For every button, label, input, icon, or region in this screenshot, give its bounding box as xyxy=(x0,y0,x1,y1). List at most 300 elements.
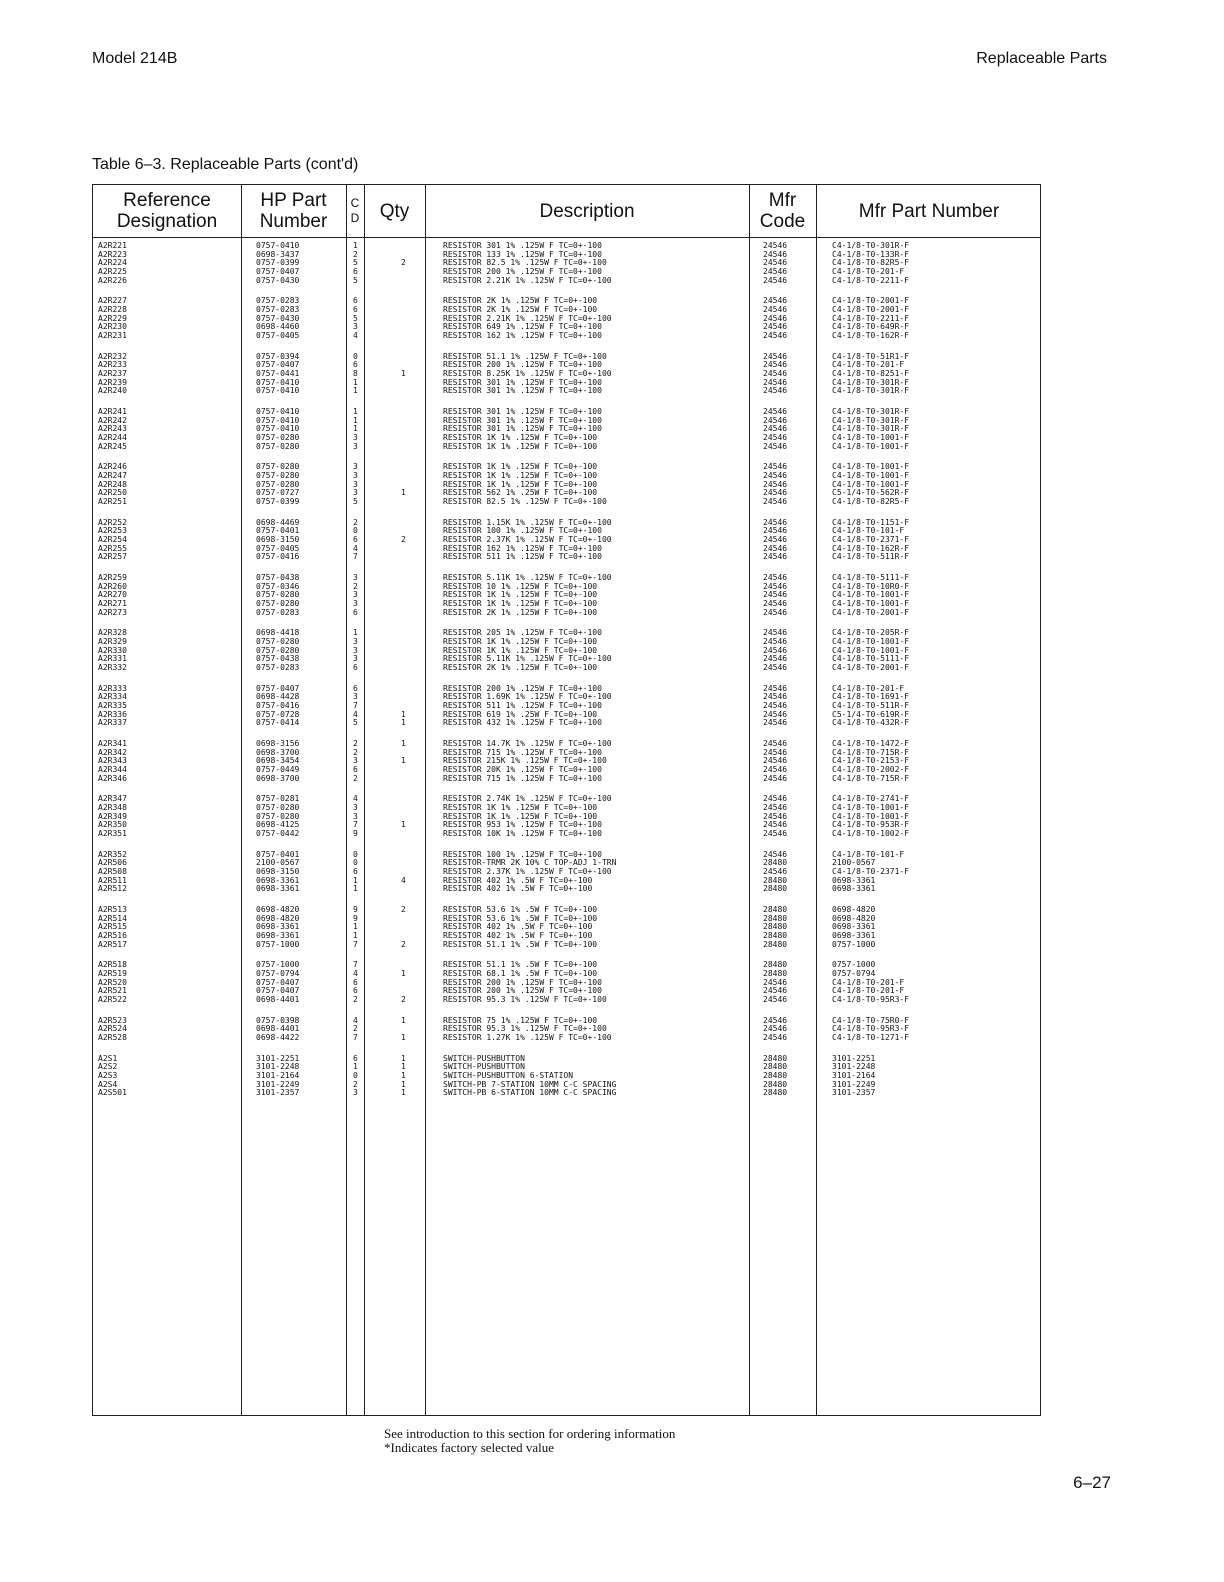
mfr-part-number-cell: 3101-2357 xyxy=(832,1088,876,1098)
hp-part-number-cell: 0757-0438 xyxy=(256,654,300,664)
mfr-part-number-cell: C4-1/8-T0-162R-F xyxy=(832,543,910,553)
mfr-code-cell: 24546 xyxy=(763,747,788,757)
hp-part-number-cell: 0757-0430 xyxy=(256,275,300,285)
check-digit-cell: 1 xyxy=(353,922,358,932)
col-header-mfr-part: Mfr Part Number xyxy=(858,200,1000,222)
mfr-part-number-cell: C4-1/8-T0-1001-F xyxy=(832,636,910,646)
description-cell: RESISTOR 301 1% .125W F TC=0+-100 xyxy=(443,406,602,416)
description-cell: SWITCH-PB 7-STATION 10MM C-C SPACING xyxy=(443,1079,617,1089)
mfr-code-cell: 24546 xyxy=(763,701,788,710)
description-cell: RESISTOR 75 1% .125W F TC=0+-100 xyxy=(443,1015,598,1025)
mfr-part-number-cell: 0698-3361 xyxy=(832,875,876,885)
description-cell: RESISTOR-TRMR 2K 10% C TOP-ADJ 1-TRN xyxy=(443,858,617,868)
reference-designation-cell: A2R260 xyxy=(98,581,127,591)
mfr-code-cell: 24546 xyxy=(763,517,788,527)
mfr-part-number-cell: C4-1/8-T0-1001-F xyxy=(832,802,910,812)
reference-designation-cell: A2R347 xyxy=(98,794,127,804)
mfr-part-number-cell: C4-1/8-T0-2211-F xyxy=(832,313,910,323)
description-cell: RESISTOR 1K 1% .125W F TC=0+-100 xyxy=(443,645,598,655)
check-digit-cell: 1 xyxy=(353,628,358,638)
mfr-code-cell: 24546 xyxy=(763,258,788,268)
hp-part-number-cell: 0757-0410 xyxy=(256,415,300,425)
description-cell: RESISTOR 95.3 1% .125W F TC=0+-100 xyxy=(443,995,607,1005)
hp-part-number-cell: 0757-0405 xyxy=(256,331,300,341)
reference-designation-cell: A2R248 xyxy=(98,479,127,489)
row-group xyxy=(93,574,1040,617)
row-group xyxy=(93,740,1040,783)
hp-part-number-cell: 0757-0407 xyxy=(256,267,300,277)
description-cell: RESISTOR 200 1% .125W F TC=0+-100 xyxy=(443,360,602,370)
description-cell: RESISTOR 2K 1% .125W F TC=0+-100 xyxy=(443,296,598,306)
row-group xyxy=(93,629,1040,672)
mfr-code-cell: 24546 xyxy=(763,636,788,646)
quantity-cell: 1 xyxy=(401,1053,406,1063)
mfr-code-cell: 24546 xyxy=(763,543,788,553)
check-digit-cell: 3 xyxy=(353,590,358,600)
row-group xyxy=(93,519,1040,562)
check-digit-cell: 8 xyxy=(353,369,358,379)
col-header-description: Description xyxy=(539,200,635,222)
hp-part-number-cell: 0757-0280 xyxy=(256,645,300,655)
mfr-part-number-cell: 3101-2248 xyxy=(832,1062,876,1072)
reference-designation-cell: A2R330 xyxy=(98,645,127,655)
mfr-code-cell: 24546 xyxy=(763,756,788,766)
check-digit-cell: 2 xyxy=(353,738,358,748)
mfr-part-number-cell: 0757-0794 xyxy=(832,968,876,978)
reference-designation-cell: A2R506 xyxy=(98,858,127,868)
quantity-cell: 1 xyxy=(401,1088,406,1098)
description-cell: RESISTOR 2.74K 1% .125W F TC=0+-100 xyxy=(443,794,612,804)
quantity-cell: 1 xyxy=(401,1079,406,1089)
check-digit-cell: 9 xyxy=(353,913,358,923)
check-digit-cell: 1 xyxy=(353,1062,358,1072)
description-cell: RESISTOR 1.69K 1% .125W F TC=0+-100 xyxy=(443,692,612,702)
check-digit-cell: 6 xyxy=(353,683,358,693)
description-cell: SWITCH-PUSHBUTTON 6-STATION xyxy=(443,1070,574,1080)
check-digit-cell: 5 xyxy=(353,258,358,268)
description-cell: RESISTOR 301 1% .125W F TC=0+-100 xyxy=(443,415,602,425)
mfr-code-cell: 24546 xyxy=(763,471,788,480)
mfr-part-number-cell: C4-1/8-T0-2371-F xyxy=(832,866,910,876)
mfr-part-number-cell: C4-1/8-T0-201-F xyxy=(832,683,905,693)
quantity-cell: 2 xyxy=(401,904,406,914)
row-group xyxy=(93,1017,1040,1043)
check-digit-cell: 1 xyxy=(353,931,358,940)
mfr-part-number-cell: C4-1/8-T0-201-F xyxy=(832,977,905,987)
hp-part-number-cell: 0698-4401 xyxy=(256,995,300,1005)
description-cell: RESISTOR 301 1% .125W F TC=0+-100 xyxy=(443,241,602,250)
table-row xyxy=(93,996,1040,1005)
description-cell: RESISTOR 10K 1% .125W F TC=0+-100 xyxy=(443,829,602,839)
quantity-cell: 1 xyxy=(401,488,406,498)
check-digit-cell: 9 xyxy=(353,829,358,839)
hp-part-number-cell: 0757-0283 xyxy=(256,663,300,673)
check-digit-cell: 7 xyxy=(353,820,358,830)
description-cell: RESISTOR 649 1% .125W F TC=0+-100 xyxy=(443,322,602,332)
mfr-part-number-cell: C4-1/8-T0-1472-F xyxy=(832,738,910,748)
hp-part-number-cell: 0757-0407 xyxy=(256,977,300,987)
mfr-code-cell: 24546 xyxy=(763,986,788,996)
mfr-code-cell: 28480 xyxy=(763,1079,788,1089)
description-cell: RESISTOR 53.6 1% .5W F TC=0+-100 xyxy=(443,913,598,923)
mfr-code-cell: 28480 xyxy=(763,884,788,894)
mfr-part-number-cell: C5-1/4-T0-562R-F xyxy=(832,488,910,498)
mfr-code-cell: 24546 xyxy=(763,1024,788,1034)
check-digit-cell: 6 xyxy=(353,360,358,370)
check-digit-cell: 5 xyxy=(353,275,358,285)
hp-part-number-cell: 0698-3700 xyxy=(256,747,300,757)
description-cell: RESISTOR 1K 1% .125W F TC=0+-100 xyxy=(443,479,598,489)
check-digit-cell: 2 xyxy=(353,747,358,757)
table-row xyxy=(93,387,1040,396)
check-digit-cell: 3 xyxy=(353,572,358,582)
table-row xyxy=(93,941,1040,950)
check-digit-cell: 0 xyxy=(353,858,358,868)
check-digit-cell: 2 xyxy=(353,517,358,527)
check-digit-cell: 4 xyxy=(353,709,358,719)
check-digit-cell: 3 xyxy=(353,654,358,664)
reference-designation-cell: A2R524 xyxy=(98,1024,127,1034)
mfr-code-cell: 24546 xyxy=(763,1032,788,1042)
reference-designation-cell: A2R331 xyxy=(98,654,127,664)
reference-designation-cell: A2R252 xyxy=(98,517,127,527)
hp-part-number-cell: 0698-3361 xyxy=(256,922,300,932)
mfr-part-number-cell: C4-1/8-T0-2741-F xyxy=(832,794,910,804)
hp-part-number-cell: 0757-0280 xyxy=(256,590,300,600)
hp-part-number-cell: 3101-2357 xyxy=(256,1088,300,1098)
mfr-code-cell: 24546 xyxy=(763,415,788,425)
mfr-code-cell: 24546 xyxy=(763,305,788,315)
page-number: 6–27 xyxy=(1073,1473,1111,1492)
footnote xyxy=(384,1427,675,1455)
mfr-part-number-cell: C4-1/8-T0-82R5-F xyxy=(832,258,910,268)
mfr-code-cell: 24546 xyxy=(763,773,788,783)
description-cell: RESISTOR 14.7K 1% .125W F TC=0+-100 xyxy=(443,738,612,748)
mfr-code-cell: 24546 xyxy=(763,377,788,387)
hp-part-number-cell: 0698-4820 xyxy=(256,904,300,914)
check-digit-cell: 6 xyxy=(353,663,358,673)
mfr-code-cell: 28480 xyxy=(763,858,788,868)
check-digit-cell: 6 xyxy=(353,986,358,996)
check-digit-cell: 5 xyxy=(353,718,358,728)
description-cell: RESISTOR 1K 1% .125W F TC=0+-100 xyxy=(443,599,598,609)
reference-designation-cell: A2R243 xyxy=(98,424,127,434)
hp-part-number-cell: 0757-0394 xyxy=(256,351,300,361)
check-digit-cell: 2 xyxy=(353,1079,358,1089)
mfr-code-cell: 24546 xyxy=(763,369,788,379)
reference-designation-cell: A2R224 xyxy=(98,258,127,268)
hp-part-number-cell: 3101-2248 xyxy=(256,1062,300,1072)
mfr-code-cell: 24546 xyxy=(763,977,788,987)
check-digit-cell: 5 xyxy=(353,497,358,507)
reference-designation-cell: A2R251 xyxy=(98,497,127,507)
mfr-code-cell: 28480 xyxy=(763,960,788,970)
mfr-part-number-cell: C4-1/8-T0-1151-F xyxy=(832,517,910,527)
reference-designation-cell: A2S501 xyxy=(98,1088,127,1098)
reference-designation-cell: A2R346 xyxy=(98,773,127,783)
reference-designation-cell: A2R244 xyxy=(98,433,127,443)
row-group xyxy=(93,297,1040,340)
reference-designation-cell: A2R259 xyxy=(98,572,127,582)
reference-designation-cell: A2R253 xyxy=(98,526,127,536)
description-cell: RESISTOR 953 1% .125W F TC=0+-100 xyxy=(443,820,602,830)
mfr-part-number-cell: C5-1/4-T0-619R-F xyxy=(832,709,910,719)
parts-table xyxy=(92,184,1041,1416)
table-row xyxy=(93,498,1040,507)
mfr-code-cell: 24546 xyxy=(763,765,788,775)
check-digit-cell: 4 xyxy=(353,794,358,804)
hp-part-number-cell: 0698-4428 xyxy=(256,692,300,702)
description-cell: RESISTOR 1K 1% .125W F TC=0+-100 xyxy=(443,433,598,443)
mfr-part-number-cell: C4-1/8-T0-101-F xyxy=(832,849,905,859)
check-digit-cell: 3 xyxy=(353,441,358,451)
description-cell: RESISTOR 2.37K 1% .125W F TC=0+-100 xyxy=(443,535,612,545)
description-cell: RESISTOR 511 1% .125W F TC=0+-100 xyxy=(443,552,602,562)
quantity-cell: 2 xyxy=(401,258,406,268)
description-cell: RESISTOR 205 1% .125W F TC=0+-100 xyxy=(443,628,602,638)
description-cell: RESISTOR 82.5 1% .125W F TC=0+-100 xyxy=(443,258,607,268)
hp-part-number-cell: 0757-0280 xyxy=(256,471,300,480)
check-digit-cell: 6 xyxy=(353,1053,358,1063)
description-cell: RESISTOR 51.1 1% .5W F TC=0+-100 xyxy=(443,939,598,949)
reference-designation-cell: A2R334 xyxy=(98,692,127,702)
hp-part-number-cell: 0698-4422 xyxy=(256,1032,300,1042)
row-group xyxy=(93,242,1040,285)
description-cell: RESISTOR 200 1% .125W F TC=0+-100 xyxy=(443,267,602,277)
mfr-code-cell: 24546 xyxy=(763,479,788,489)
row-group xyxy=(93,353,1040,396)
section-header: Replaceable Parts xyxy=(976,50,1107,67)
description-cell: RESISTOR 68.1 1% .5W F TC=0+-100 xyxy=(443,968,598,978)
hp-part-number-cell: 0698-3150 xyxy=(256,866,300,876)
check-digit-cell: 4 xyxy=(353,543,358,553)
reference-designation-cell: A2R232 xyxy=(98,351,127,361)
model-header: Model 214B xyxy=(92,50,178,67)
reference-designation-cell: A2R257 xyxy=(98,552,127,562)
description-cell: RESISTOR 162 1% .125W F TC=0+-100 xyxy=(443,331,602,341)
description-cell: RESISTOR 162 1% .125W F TC=0+-100 xyxy=(443,543,602,553)
check-digit-cell: 2 xyxy=(353,581,358,591)
mfr-code-cell: 28480 xyxy=(763,875,788,885)
hp-part-number-cell: 0757-0283 xyxy=(256,296,300,306)
mfr-code-cell: 24546 xyxy=(763,709,788,719)
mfr-part-number-cell: C4-1/8-T0-1001-F xyxy=(832,433,910,443)
mfr-code-cell: 24546 xyxy=(763,275,788,285)
check-digit-cell: 3 xyxy=(353,811,358,821)
quantity-cell: 1 xyxy=(401,756,406,766)
hp-part-number-cell: 0757-0414 xyxy=(256,718,300,728)
col-header-reference: Reference Designation xyxy=(116,190,218,232)
mfr-part-number-cell: C4-1/8-T0-301R-F xyxy=(832,377,910,387)
quantity-cell: 1 xyxy=(401,1070,406,1080)
reference-designation-cell: A2R348 xyxy=(98,802,127,812)
check-digit-cell: 2 xyxy=(353,773,358,783)
mfr-code-cell: 24546 xyxy=(763,433,788,443)
reference-designation-cell: A2R520 xyxy=(98,977,127,987)
mfr-code-cell: 24546 xyxy=(763,526,788,536)
row-group xyxy=(93,685,1040,728)
hp-part-number-cell: 0698-3361 xyxy=(256,931,300,940)
reference-designation-cell: A2R250 xyxy=(98,488,127,498)
check-digit-cell: 3 xyxy=(353,1088,358,1098)
mfr-code-cell: 24546 xyxy=(763,599,788,609)
check-digit-cell: 0 xyxy=(353,526,358,536)
reference-designation-cell: A2R246 xyxy=(98,462,127,472)
reference-designation-cell: A2R508 xyxy=(98,866,127,876)
mfr-code-cell: 28480 xyxy=(763,1070,788,1080)
hp-part-number-cell: 0698-4460 xyxy=(256,322,300,332)
check-digit-cell: 1 xyxy=(353,884,358,894)
reference-designation-cell: A2R528 xyxy=(98,1032,127,1042)
mfr-code-cell: 24546 xyxy=(763,535,788,545)
quantity-cell: 1 xyxy=(401,1032,406,1042)
mfr-code-cell: 24546 xyxy=(763,628,788,638)
col-header-mfr-code: Mfr Code xyxy=(759,190,806,232)
check-digit-cell: 6 xyxy=(353,607,358,617)
table-row xyxy=(93,1089,1040,1098)
reference-designation-cell: A2R231 xyxy=(98,331,127,341)
mfr-code-cell: 24546 xyxy=(763,718,788,728)
reference-designation-cell: A2R223 xyxy=(98,249,127,259)
mfr-part-number-cell: 0698-3361 xyxy=(832,884,876,894)
mfr-code-cell: 24546 xyxy=(763,249,788,259)
reference-designation-cell: A2R344 xyxy=(98,765,127,775)
hp-part-number-cell: 0757-0280 xyxy=(256,811,300,821)
table-row xyxy=(93,332,1040,341)
footnote-factory-selected: *Indicates factory selected value xyxy=(384,1440,554,1455)
row-group xyxy=(93,906,1040,949)
mfr-code-cell: 24546 xyxy=(763,590,788,600)
mfr-code-cell: 28480 xyxy=(763,1088,788,1098)
hp-part-number-cell: 0757-0346 xyxy=(256,581,300,591)
reference-designation-cell: A2R332 xyxy=(98,663,127,673)
check-digit-cell: 2 xyxy=(353,995,358,1005)
description-cell: RESISTOR 10 1% .125W F TC=0+-100 xyxy=(443,581,598,591)
description-cell: RESISTOR 301 1% .125W F TC=0+-100 xyxy=(443,424,602,434)
quantity-cell: 4 xyxy=(401,875,406,885)
mfr-code-cell: 24546 xyxy=(763,441,788,451)
table-body xyxy=(93,242,1040,1110)
mfr-part-number-cell: C4-1/8-T0-205R-F xyxy=(832,628,910,638)
check-digit-cell: 2 xyxy=(353,249,358,259)
mfr-part-number-cell: C4-1/8-T0-1001-F xyxy=(832,471,910,480)
mfr-part-number-cell: C4-1/8-T0-8251-F xyxy=(832,369,910,379)
mfr-part-number-cell: C4-1/8-T0-649R-F xyxy=(832,322,910,332)
quantity-cell: 1 xyxy=(401,820,406,830)
description-cell: RESISTOR 5.11K 1% .125W F TC=0+-100 xyxy=(443,572,612,582)
description-cell: RESISTOR 432 1% .125W F TC=0+-100 xyxy=(443,718,602,728)
description-cell: RESISTOR 301 1% .125W F TC=0+-100 xyxy=(443,377,602,387)
reference-designation-cell: A2R225 xyxy=(98,267,127,277)
reference-designation-cell: A2R349 xyxy=(98,811,127,821)
check-digit-cell: 6 xyxy=(353,296,358,306)
mfr-part-number-cell: 0698-3361 xyxy=(832,922,876,932)
reference-designation-cell: A2R270 xyxy=(98,590,127,600)
hp-part-number-cell: 0757-0416 xyxy=(256,701,300,710)
mfr-part-number-cell: C4-1/8-T0-5111-F xyxy=(832,654,910,664)
mfr-code-cell: 24546 xyxy=(763,488,788,498)
check-digit-cell: 1 xyxy=(353,241,358,250)
mfr-code-cell: 24546 xyxy=(763,811,788,821)
hp-part-number-cell: 0698-3700 xyxy=(256,773,300,783)
check-digit-cell: 1 xyxy=(353,875,358,885)
hp-part-number-cell: 2100-0567 xyxy=(256,858,300,868)
check-digit-cell: 7 xyxy=(353,1032,358,1042)
description-cell: RESISTOR 82.5 1% .125W F TC=0+-100 xyxy=(443,497,607,507)
check-digit-cell: 3 xyxy=(353,322,358,332)
reference-designation-cell: A2S1 xyxy=(98,1053,118,1063)
reference-designation-cell: A2R227 xyxy=(98,296,127,306)
mfr-part-number-cell: C4-1/8-T0-511R-F xyxy=(832,552,910,562)
description-cell: RESISTOR 51.1 1% .5W F TC=0+-100 xyxy=(443,960,598,970)
description-cell: RESISTOR 20K 1% .125W F TC=0+-100 xyxy=(443,765,602,775)
mfr-part-number-cell: 3101-2249 xyxy=(832,1079,876,1089)
mfr-code-cell: 28480 xyxy=(763,939,788,949)
hp-part-number-cell: 0698-4401 xyxy=(256,1024,300,1034)
mfr-code-cell: 28480 xyxy=(763,1062,788,1072)
reference-designation-cell: A2R335 xyxy=(98,701,127,710)
mfr-code-cell: 28480 xyxy=(763,931,788,940)
hp-part-number-cell: 0757-0401 xyxy=(256,526,300,536)
check-digit-cell: 3 xyxy=(353,471,358,480)
hp-part-number-cell: 0757-0442 xyxy=(256,829,300,839)
description-cell: SWITCH-PB 6-STATION 10MM C-C SPACING xyxy=(443,1088,617,1098)
hp-part-number-cell: 0757-0407 xyxy=(256,986,300,996)
check-digit-cell: 6 xyxy=(353,305,358,315)
mfr-part-number-cell: C4-1/8-T0-2153-F xyxy=(832,756,910,766)
quantity-cell: 1 xyxy=(401,709,406,719)
reference-designation-cell: A2R350 xyxy=(98,820,127,830)
mfr-code-cell: 24546 xyxy=(763,995,788,1005)
table-row xyxy=(93,1034,1040,1043)
check-digit-cell: 3 xyxy=(353,488,358,498)
check-digit-cell: 3 xyxy=(353,462,358,472)
hp-part-number-cell: 0757-0430 xyxy=(256,313,300,323)
reference-designation-cell: A2R511 xyxy=(98,875,127,885)
reference-designation-cell: A2R226 xyxy=(98,275,127,285)
check-digit-cell: 1 xyxy=(353,415,358,425)
mfr-part-number-cell: C4-1/8-T0-75R0-F xyxy=(832,1015,910,1025)
reference-designation-cell: A2R523 xyxy=(98,1015,127,1025)
mfr-part-number-cell: C4-1/8-T0-2001-F xyxy=(832,607,910,617)
mfr-code-cell: 24546 xyxy=(763,296,788,306)
mfr-part-number-cell: C4-1/8-T0-1002-F xyxy=(832,829,910,839)
mfr-code-cell: 24546 xyxy=(763,683,788,693)
check-digit-cell: 2 xyxy=(353,1024,358,1034)
mfr-code-cell: 28480 xyxy=(763,1053,788,1063)
mfr-part-number-cell: C4-1/8-T0-1691-F xyxy=(832,692,910,702)
reference-designation-cell: A2R337 xyxy=(98,718,127,728)
description-cell: RESISTOR 200 1% .125W F TC=0+-100 xyxy=(443,986,602,996)
mfr-part-number-cell: C4-1/8-T0-1001-F xyxy=(832,811,910,821)
row-group xyxy=(93,961,1040,1004)
mfr-part-number-cell: C4-1/8-T0-95R3-F xyxy=(832,1024,910,1034)
reference-designation-cell: A2R336 xyxy=(98,709,127,719)
row-group xyxy=(93,851,1040,894)
reference-designation-cell: A2R513 xyxy=(98,904,127,914)
mfr-part-number-cell: C4-1/8-T0-201-F xyxy=(832,267,905,277)
mfr-code-cell: 24546 xyxy=(763,322,788,332)
description-cell: RESISTOR 619 1% .25W F TC=0+-100 xyxy=(443,709,598,719)
description-cell: RESISTOR 1K 1% .125W F TC=0+-100 xyxy=(443,802,598,812)
table-row xyxy=(93,719,1040,728)
reference-designation-cell: A2R255 xyxy=(98,543,127,553)
reference-designation-cell: A2R518 xyxy=(98,960,127,970)
check-digit-cell: 3 xyxy=(353,645,358,655)
reference-designation-cell: A2R239 xyxy=(98,377,127,387)
mfr-part-number-cell: C4-1/8-T0-133R-F xyxy=(832,249,910,259)
description-cell: RESISTOR 1K 1% .125W F TC=0+-100 xyxy=(443,462,598,472)
